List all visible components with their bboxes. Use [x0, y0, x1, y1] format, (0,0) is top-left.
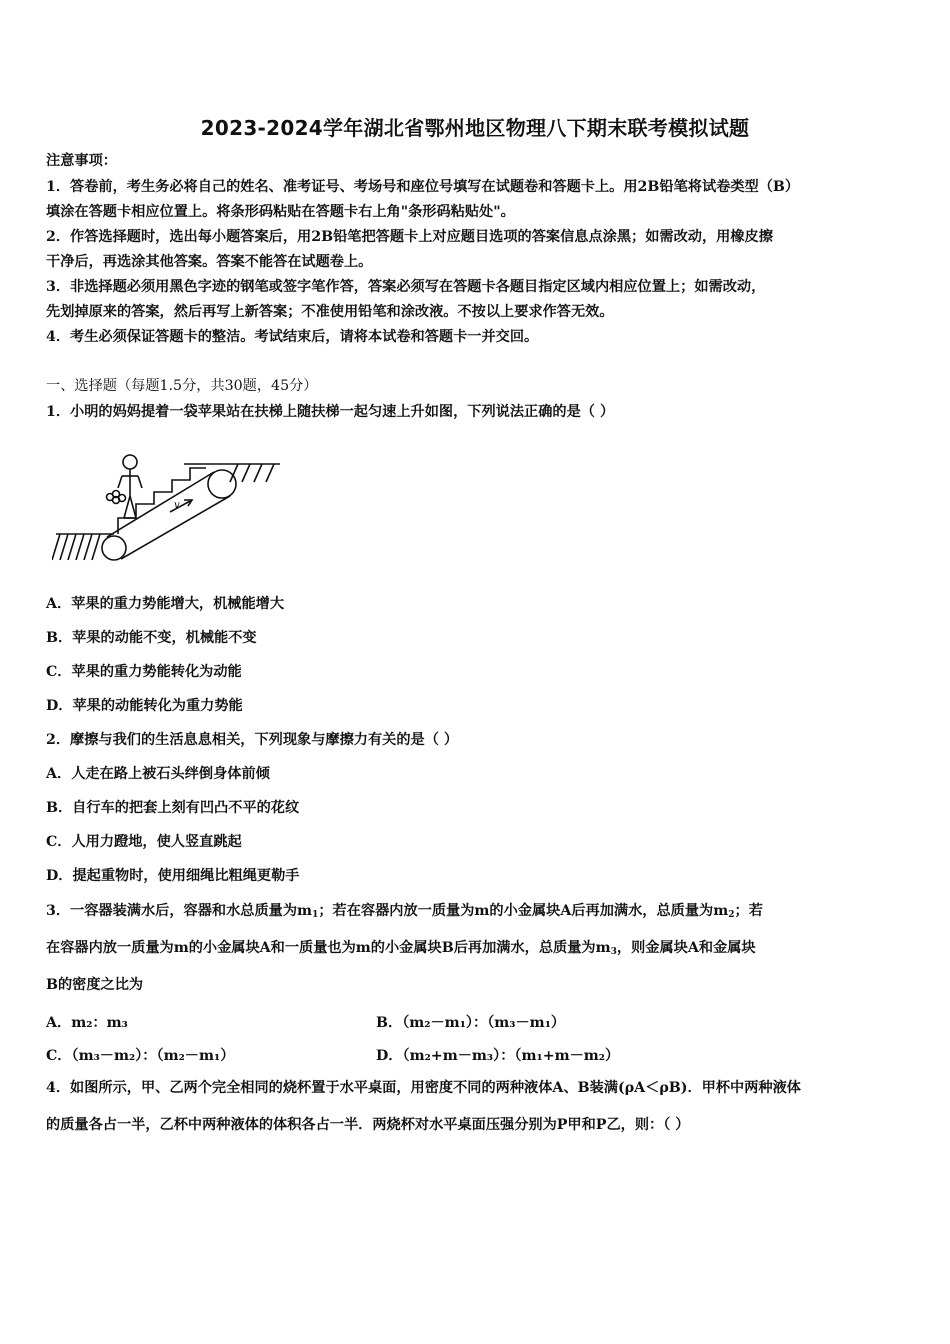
question-2-option: C．人用力蹬地，使人竖直跳起 — [46, 834, 242, 850]
question-3-line: 在容器内放一质量为m的小金属块A和一质量也为m的小金属块B后再加满水，总质量为$m_3$，则金属块A和金属块 — [46, 940, 756, 957]
question-2-option: A．人走在路上被石头绊倒身体前倾 — [46, 766, 270, 782]
notice-line: 干净后，再选涂其他答案。答案不能答在试题卷上。 — [46, 254, 373, 270]
notice-heading: 注意事项： — [46, 153, 117, 169]
notice-line: 填涂在答题卡相应位置上。将条形码粘贴在答题卡右上角"条形码粘贴处"。 — [46, 204, 515, 220]
question-3-option-b: B．（m₂－m₁）：（m₃－m₁） — [376, 1015, 566, 1031]
question-3-option-d: D．（m₂+m－m₃）：（m₁+m－m₂） — [376, 1048, 620, 1064]
question-3-line: 3．一容器装满水后，容器和水总质量为$m_1$；若在容器内放一质量为m的小金属块A后再加满水，总质量为$m_2$；若 — [46, 903, 763, 920]
question-2-option: D．提起重物时，使用细绳比粗绳更勒手 — [46, 868, 300, 884]
notice-line: 3．非选择题必须用黑色字迹的钢笔或签字笔作答，答案必须写在答题卡各题目指定区域内相应位置上；如需改动， — [46, 279, 766, 295]
notice-line: 4．考生必须保证答题卡的整洁。考试结束后，请将本试卷和答题卡一并交回。 — [46, 329, 539, 345]
notice-line: 1．答卷前，考生务必将自己的姓名、准考证号、考场号和座位号填写在试题卷和答题卡上。用2B铅笔将试卷类型（B） — [46, 179, 800, 195]
question-1-option: D．苹果的动能转化为重力势能 — [46, 698, 243, 714]
notice-line: 2．作答选择题时，选出每小题答案后，用2B铅笔把答题卡上对应题目选项的答案信息点涂黑；如需改动，用橡皮擦 — [46, 229, 773, 245]
question-1-stem: 1．小明的妈妈提着一袋苹果站在扶梯上随扶梯一起匀速上升如图，下列说法正确的是（ ） — [46, 404, 615, 420]
escalator-figure — [52, 448, 284, 568]
question-3-option-a: A．m₂：m₃ — [46, 1015, 128, 1031]
question-1-option: C．苹果的重力势能转化为动能 — [46, 664, 242, 680]
question-4-line: 4．如图所示，甲、乙两个完全相同的烧杯置于水平桌面，用密度不同的两种液体A、B装满(ρA＜ρB)．甲杯中两种液体 — [46, 1080, 801, 1096]
question-3-option-c: C．（m₃－m₂）：（m₂－m₁） — [46, 1048, 235, 1064]
page-title: 2023-2024学年湖北省鄂州地区物理八下期末联考模拟试题 — [200, 116, 750, 140]
question-2-stem: 2．摩擦与我们的生活息息相关，下列现象与摩擦力有关的是（ ） — [46, 732, 459, 748]
question-1-option: A．苹果的重力势能增大，机械能增大 — [46, 596, 285, 612]
section-heading: 一、选择题（每题1.5分，共30题，45分） — [46, 378, 318, 394]
question-2-option: B．自行车的把套上刻有凹凸不平的花纹 — [46, 800, 300, 816]
question-4-line: 的质量各占一半，乙杯中两种液体的体积各占一半．两烧杯对水平桌面压强分别为P甲和P乙，则：（ ） — [46, 1117, 690, 1133]
question-3-line: B的密度之比为 — [46, 977, 144, 993]
question-1-option: B．苹果的动能不变，机械能不变 — [46, 630, 257, 646]
notice-line: 先划掉原来的答案，然后再写上新答案；不准使用铅笔和涂改液。不按以上要求作答无效。 — [46, 304, 614, 320]
velocity-label: v — [174, 500, 180, 511]
